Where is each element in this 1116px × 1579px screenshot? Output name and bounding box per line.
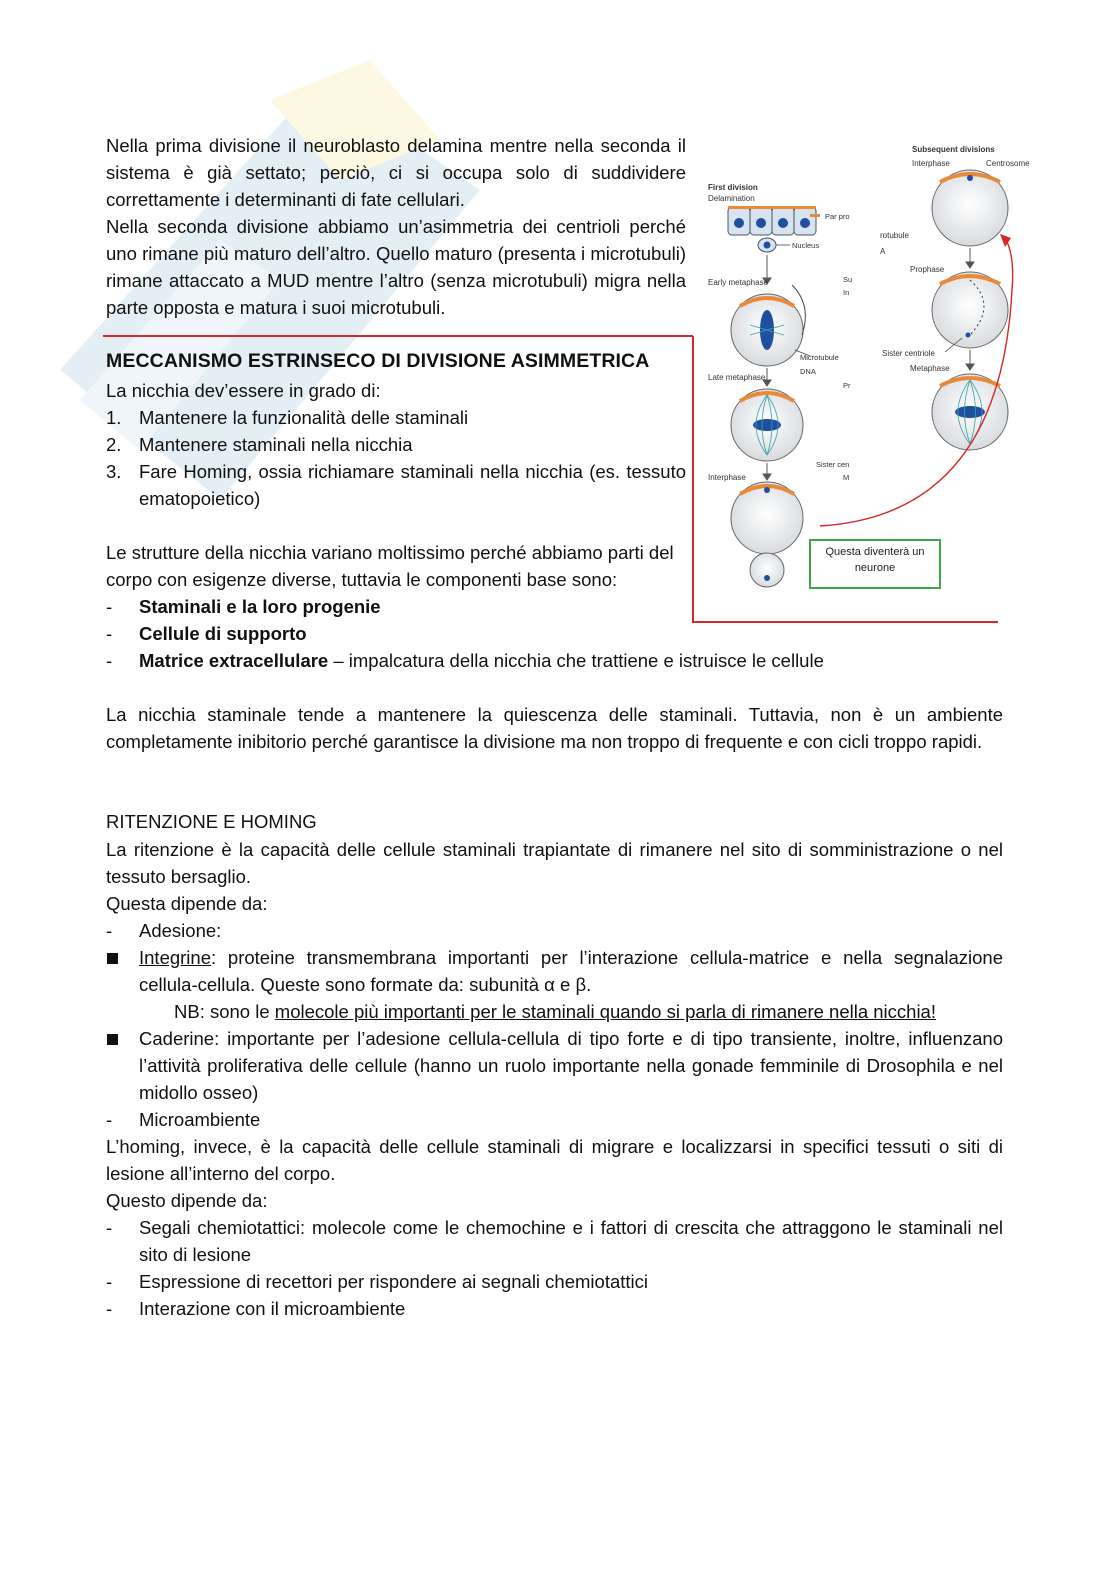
red-divider-vertical — [692, 336, 694, 623]
label-su: Su — [843, 275, 853, 284]
label-first-division: First division — [708, 183, 758, 192]
intro-paragraph-1: Nella prima divisione il neuroblasto delamina mentre nella seconda il sistema è già settato; perciò, ci si occupa solo di suddividere correttamente i determinanti di fate cellulari. — [106, 135, 686, 210]
label-late-metaphase: Late metaphase — [708, 373, 766, 382]
homing-item: Espressione di recettori per rispondere ai segnali chemiotattici — [139, 1271, 649, 1292]
component-item — [139, 593, 381, 620]
red-divider-top — [103, 335, 693, 337]
component-bold: Staminali e la loro progenie — [139, 596, 381, 617]
dash-bullet: - — [106, 1217, 113, 1238]
arrow-right-column — [966, 350, 974, 370]
intro-paragraph-2: Nella seconda divisione abbiamo un’asimmetria dei centrioli perché uno rimane più maturo dell’altro. Quello maturo (presenta i microtubuli) rimane attaccato a MUD mentre l’altro (senza microtubuli) migra nella parte opposta e matura i suoi microtubuli. — [106, 216, 686, 318]
structures-intro: Le strutture della nicchia variano moltissimo perché abbiamo parti del corpo con esigenze diverse, tuttavia le componenti base sono: — [106, 542, 674, 590]
integrine-item — [139, 944, 1003, 998]
integrine-text: : proteine transmembrana importanti per l’interazione cellula-matrice e nella segnalazione cellula-cellula. Queste sono formate da: subunità α e β. — [139, 947, 1003, 995]
square-bullet — [107, 944, 118, 971]
dash-bullet: - — [106, 596, 113, 617]
label-sister-centriole: Sister centriole — [882, 349, 935, 358]
dash-bullet: - — [106, 623, 113, 644]
component-rest: – impalcatura della nicchia che trattiene e istruisce le cellule — [328, 650, 824, 671]
neuroblast-division-figure — [700, 130, 1070, 630]
nb-note — [174, 998, 936, 1025]
label-metaphase: Metaphase — [910, 364, 950, 373]
label-interphase: Interphase — [708, 473, 746, 482]
microambiente-item: Microambiente — [139, 1109, 261, 1130]
label-a: A — [880, 247, 886, 256]
integrine-label: Integrine — [139, 947, 211, 968]
arrow-right-column — [966, 248, 974, 268]
component-item — [139, 647, 824, 674]
component-item — [139, 620, 307, 647]
label-rotubule: rotubule — [880, 231, 909, 240]
label-in: In — [843, 288, 850, 297]
list-number: 3. — [106, 461, 122, 482]
dash-bullet: - — [106, 650, 113, 671]
label-m: M — [843, 473, 850, 482]
label-pr: Pr — [843, 381, 851, 390]
label-sister-cen: Sister cen — [816, 460, 850, 469]
annotation-text: Questa diventerà un neurone — [825, 546, 925, 574]
label-subsequent-divisions: Subsequent divisions — [912, 145, 995, 154]
list-item: Mantenere staminali nella nicchia — [139, 434, 413, 455]
section-heading: MECCANISMO ESTRINSECO DI DIVISIONE ASIMMETRICA — [106, 350, 650, 372]
component-bold: Matrice extracellulare — [139, 650, 329, 671]
subsection-heading: RITENZIONE E HOMING — [106, 811, 317, 832]
label-par-proteins: Par pro — [825, 212, 850, 221]
adhesion-label: Adesione: — [139, 920, 222, 941]
list-number: 1. — [106, 407, 122, 428]
depends-on-2: Questo dipende da: — [106, 1190, 268, 1211]
nb-prefix: NB: sono le — [174, 1001, 275, 1022]
list-number: 2. — [106, 434, 122, 455]
label-early-metaphase: Early metaphase — [708, 278, 769, 287]
gmc-cell — [750, 553, 784, 587]
label-prophase: Prophase — [910, 265, 945, 274]
homing-item: Interazione con il microambiente — [139, 1298, 406, 1319]
label-microtubule: Microtubule — [800, 353, 839, 362]
dash-bullet: - — [106, 1271, 113, 1292]
homing-definition: L’homing, invece, è la capacità delle cellule staminali di migrare e localizzarsi in specifici tessuti o siti di lesione all’interno del corpo. — [106, 1136, 1003, 1184]
retention-definition: La ritenzione è la capacità delle cellule staminali trapiantate di rimanere nel sito di somministrazione o nel tessuto bersaglio. — [106, 839, 1003, 887]
square-bullet — [107, 1025, 118, 1052]
label-interphase-2: Interphase — [912, 159, 950, 168]
niche-lead: La nicchia dev’essere in grado di: — [106, 380, 381, 401]
nb-underlined: molecole più importanti per le staminali quando si parla di rimanere nella nicchia! — [274, 1001, 936, 1022]
caderine-item: Caderine: importante per l’adesione cellula-cellula di tipo forte e di tipo transiente, inoltre, influenzano l’attività proliferativa delle cellule (hanno un ruolo importante nella gonade femminile di Drosophila e nel midollo osseo) — [139, 1028, 1003, 1103]
list-item: Fare Homing, ossia richiamare staminali nella nicchia (es. tessuto ematopoietico) — [139, 461, 686, 509]
list-item: Mantenere la funzionalità delle staminali — [139, 407, 469, 428]
label-delamination: Delamination — [708, 194, 755, 203]
label-dna: DNA — [800, 367, 816, 376]
dash-bullet: - — [106, 1298, 113, 1319]
homing-item: Segali chemiotattici: molecole come le chemochine e i fattori di crescita che attraggono le staminali nel sito di lesione — [139, 1217, 1003, 1265]
depends-on: Questa dipende da: — [106, 893, 268, 914]
dash-bullet: - — [106, 920, 113, 941]
label-nucleus: Nucleus — [792, 241, 820, 250]
label-centrosome: Centrosome — [986, 159, 1030, 168]
component-bold: Cellule di supporto — [139, 623, 307, 644]
arrow-left-column — [763, 463, 771, 480]
dash-bullet: - — [106, 1109, 113, 1130]
quiescence-paragraph: La nicchia staminale tende a mantenere la quiescenza delle staminali. Tuttavia, non è un ambiente completamente inibitorio perché garantisce la divisione ma non troppo di frequente e con cicli troppo rapidi. — [106, 704, 1003, 752]
